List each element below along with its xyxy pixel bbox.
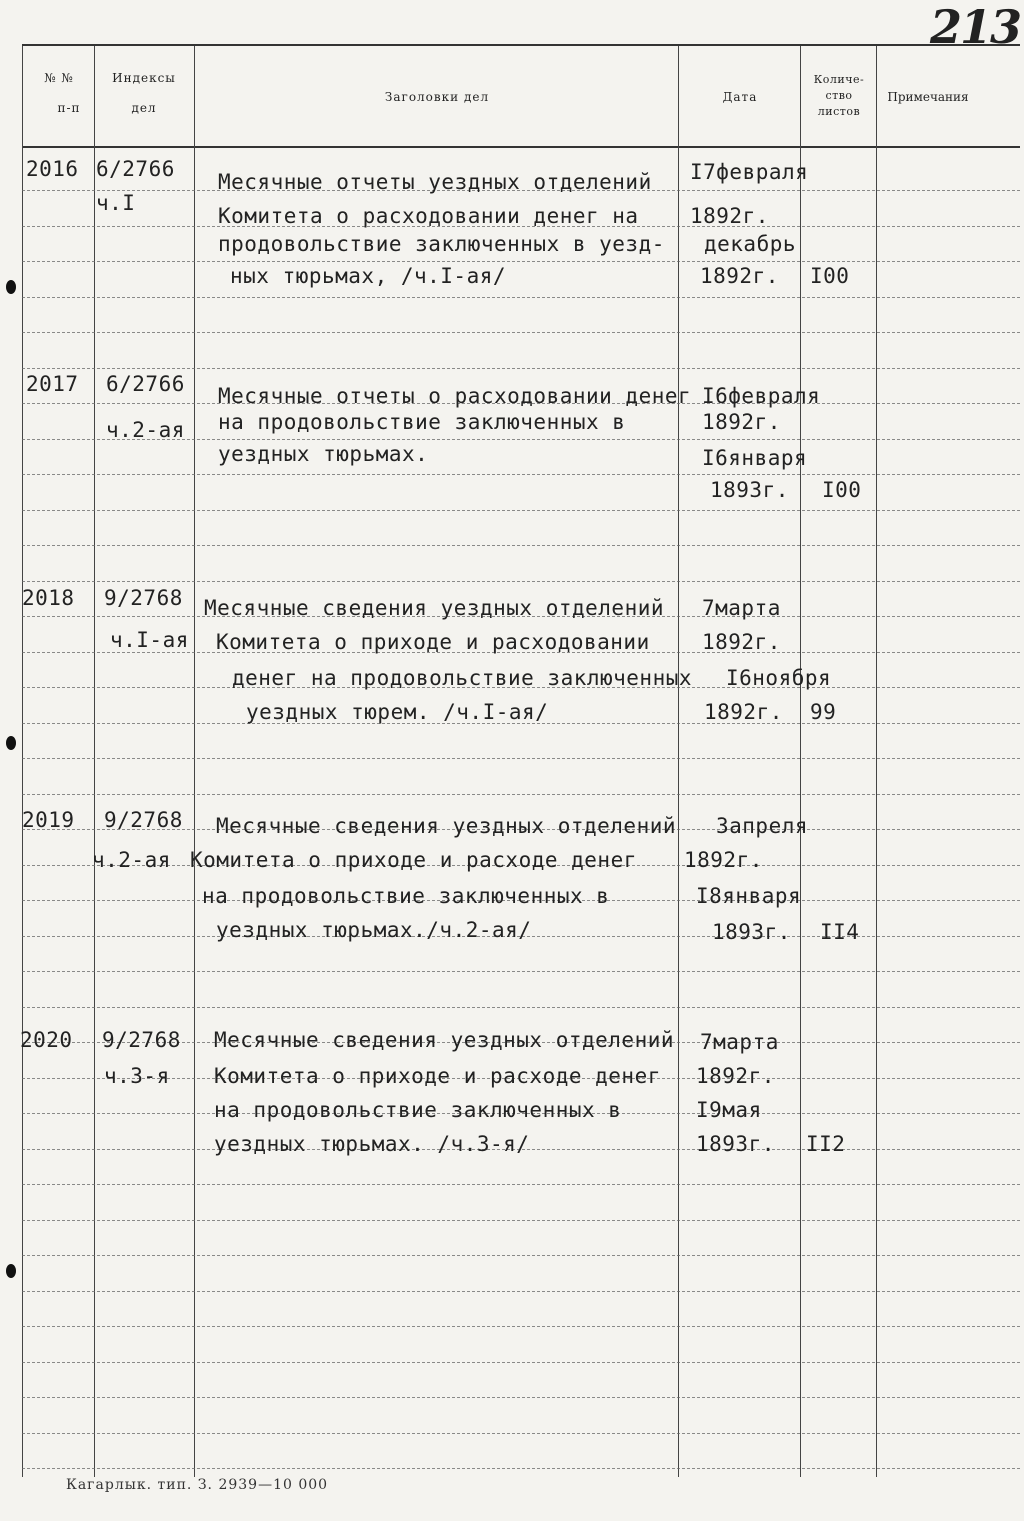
entry-date-start: I6февраля — [702, 384, 821, 408]
ruled-line — [22, 332, 1020, 333]
entry-title-line: на продовольствие заключенных в — [202, 884, 610, 908]
header-count — [802, 72, 876, 120]
entry-date-end: I8января — [696, 884, 802, 908]
header-rule — [22, 146, 1020, 148]
entry-date-end: I6января — [702, 446, 808, 470]
entry-sheet-count: I00 — [822, 478, 862, 502]
entry-number: 2020 — [20, 1028, 73, 1052]
ruled-line — [22, 1220, 1020, 1221]
entry-number: 2019 — [22, 808, 75, 832]
entry-index-part: ч.I — [96, 191, 136, 215]
ruled-line — [22, 510, 1020, 511]
entry-title-line: Комитета о расходовании денег на — [218, 204, 639, 228]
header-no-sublabel: п-п — [57, 101, 81, 115]
entry-date-start-year: 1892г. — [690, 204, 769, 228]
ruled-line — [22, 1007, 1020, 1008]
entry-title-line: уездных тюрем. /ч.I-ая/ — [246, 700, 549, 724]
ruled-line — [22, 1255, 1020, 1256]
ruled-line — [22, 474, 1020, 475]
ruled-line — [22, 297, 1020, 298]
entry-sheet-count: I00 — [810, 264, 850, 288]
entry-title-line: ных тюрьмах, /ч.I-ая/ — [230, 264, 507, 288]
entry-title-line: продовольствие заключенных в уезд- — [218, 232, 665, 256]
entry-date-end-year: 1893г. — [712, 920, 791, 944]
header-count-line1: Количе- — [813, 73, 865, 86]
entry-date-start: 7марта — [702, 596, 781, 620]
ruled-line — [22, 1468, 1020, 1469]
entry-index: 6/2766 — [96, 157, 175, 181]
entry-title-line: денег на продовольствие заключенных — [232, 666, 693, 690]
ruled-line — [22, 758, 1020, 759]
entry-title-line: Комитета о приходе и расходовании — [216, 630, 650, 654]
entry-title-line: уездных тюрьмах. /ч.3-я/ — [214, 1132, 530, 1156]
header-date: Дата — [722, 90, 758, 104]
page-number: 213 — [929, 0, 1020, 54]
entry-date-start-year: 1892г. — [702, 410, 781, 434]
entry-number: 2018 — [22, 586, 75, 610]
entry-title-line: уездных тюрьмах./ч.2-ая/ — [216, 918, 532, 942]
entry-date-start-year: 1892г. — [702, 630, 781, 654]
entry-date-end: декабрь — [704, 232, 797, 256]
entry-number: 2016 — [26, 157, 79, 181]
entry-date-end: I6ноября — [726, 666, 832, 690]
entry-index-part: ч.I-ая — [110, 628, 189, 652]
ruled-line — [22, 1291, 1020, 1292]
ruled-line — [22, 261, 1020, 262]
entry-index-part: ч.2-ая — [106, 418, 185, 442]
entry-index: 9/2768 — [102, 1028, 181, 1052]
ruled-line — [22, 545, 1020, 546]
entry-title-line: уездных тюрьмах. — [218, 442, 429, 466]
header-title: Заголовки дел — [384, 90, 490, 104]
ruled-line — [22, 1362, 1020, 1363]
entry-date-end-year: 1892г. — [704, 700, 783, 724]
entry-index-part: ч.3-я — [104, 1064, 170, 1088]
entry-title-line: Месячные отчеты уездных отделений — [218, 170, 652, 194]
header-index — [96, 70, 192, 116]
entry-title-line: Месячные сведения уездных отделений — [216, 814, 677, 838]
header-count-line3: листов — [817, 105, 861, 118]
entry-title-line: Комитета о приходе и расходе денег — [190, 848, 637, 872]
entry-date-end-year: 1893г. — [710, 478, 789, 502]
top-rule — [22, 44, 1020, 46]
header-index-sublabel: дел — [131, 101, 157, 115]
ruled-line — [22, 794, 1020, 795]
ruled-line — [22, 581, 1020, 582]
ruled-line — [22, 1397, 1020, 1398]
header-no — [24, 70, 94, 116]
punch-hole — [6, 1264, 16, 1278]
entry-title-line: на продовольствие заключенных в — [214, 1098, 622, 1122]
entry-sheet-count: II2 — [806, 1132, 846, 1156]
entry-date-end-year: 1893г. — [696, 1132, 775, 1156]
header-index-label: Индексы — [112, 71, 176, 85]
entry-index: 6/2766 — [106, 372, 185, 396]
entry-date-start: 3апреля — [716, 814, 809, 838]
ruled-line — [22, 1184, 1020, 1185]
entry-sheet-count: 99 — [810, 700, 837, 724]
entry-number: 2017 — [26, 372, 79, 396]
header-notes: Примечания — [887, 90, 969, 104]
entry-date-end: I9мая — [696, 1098, 762, 1122]
entry-date-end-year: 1892г. — [700, 264, 779, 288]
ruled-line — [22, 1433, 1020, 1434]
entry-index-part: ч.2-ая — [92, 848, 171, 872]
entry-title-line: Месячные сведения уездных отделений — [214, 1028, 675, 1052]
header-count-line2: ство — [825, 89, 853, 102]
ruled-line — [22, 971, 1020, 972]
printer-imprint: Кагарлык. тип. З. 2939—10 000 — [66, 1477, 329, 1493]
header-no-label: № № — [44, 71, 74, 85]
entry-index: 9/2768 — [104, 586, 183, 610]
entry-title-line: на продовольствие заключенных в — [218, 410, 626, 434]
entry-index: 9/2768 — [104, 808, 183, 832]
entry-title-line: Месячные отчеты о расходовании денег — [218, 384, 692, 408]
punch-hole — [6, 736, 16, 750]
entry-sheet-count: II4 — [820, 920, 860, 944]
entry-date-start-year: 1892г. — [696, 1064, 775, 1088]
entry-date-start-year: 1892г. — [684, 848, 763, 872]
punch-hole — [6, 280, 16, 294]
ruled-line — [22, 1326, 1020, 1327]
entry-date-start: I7февраля — [690, 160, 809, 184]
entry-title-line: Месячные сведения уездных отделений — [204, 596, 665, 620]
ruled-line — [22, 368, 1020, 369]
entry-title-line: Комитета о приходе и расходе денег — [214, 1064, 661, 1088]
entry-date-start: 7марта — [700, 1030, 779, 1054]
